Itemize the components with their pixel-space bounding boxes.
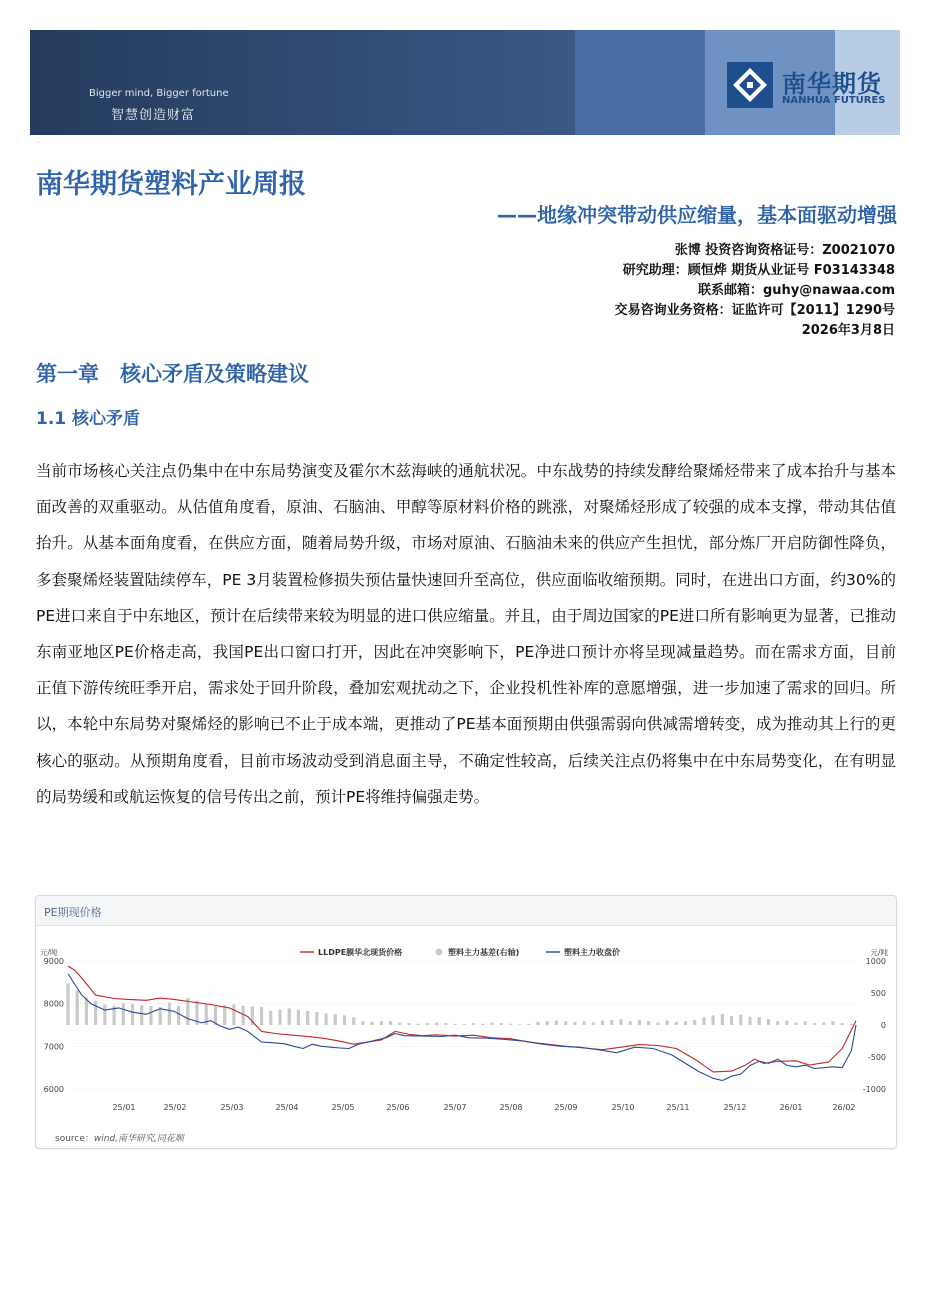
x-tick-label: 25/03 bbox=[220, 1103, 244, 1112]
header-banner bbox=[30, 30, 900, 135]
x-tick-label: 25/08 bbox=[499, 1103, 523, 1112]
report-title: 南华期货塑料产业周报 bbox=[36, 169, 306, 200]
basis-bar bbox=[822, 1022, 825, 1025]
basis-bar bbox=[583, 1021, 586, 1025]
basis-bar bbox=[619, 1019, 622, 1025]
report-date: 2026年3月8日 bbox=[801, 323, 895, 338]
basis-bar bbox=[297, 1010, 300, 1025]
y-tick-label-right: 500 bbox=[870, 989, 886, 998]
y-tick-label-left: 8000 bbox=[43, 999, 64, 1009]
basis-bar bbox=[684, 1021, 687, 1025]
chapter-heading: 第一章 核心矛盾及策略建议 bbox=[36, 362, 309, 386]
basis-bar bbox=[463, 1024, 466, 1025]
basis-bar bbox=[232, 1005, 235, 1025]
basis-bar bbox=[481, 1024, 484, 1025]
basis-bar bbox=[573, 1022, 576, 1025]
pe-price-chart bbox=[36, 926, 894, 1126]
basis-bar bbox=[592, 1022, 595, 1025]
basis-bar bbox=[555, 1021, 558, 1025]
chart-header bbox=[36, 896, 896, 926]
basis-bar bbox=[140, 1005, 143, 1025]
basis-bar bbox=[76, 990, 79, 1025]
basis-bar bbox=[361, 1021, 364, 1025]
basis-bar bbox=[131, 1004, 134, 1025]
basis-bar bbox=[546, 1021, 549, 1025]
y-tick-label-left: 9000 bbox=[43, 957, 64, 966]
basis-bar bbox=[527, 1024, 530, 1025]
basis-bar bbox=[168, 1003, 171, 1025]
assistant-line: 研究助理：顾恒烨 期货从业证号 F03143348 bbox=[622, 263, 895, 278]
y-tick-label-right: 0 bbox=[880, 1021, 886, 1030]
x-tick-label: 25/09 bbox=[554, 1103, 578, 1112]
spot-price-line bbox=[68, 966, 856, 1072]
author-info bbox=[615, 241, 895, 341]
basis-bar bbox=[260, 1007, 263, 1025]
author-line: 张博 投资咨询资格证号：Z0021070 bbox=[674, 243, 895, 258]
x-tick-label: 25/02 bbox=[163, 1103, 187, 1112]
x-tick-label: 25/04 bbox=[275, 1103, 299, 1112]
basis-bar bbox=[223, 1005, 226, 1025]
basis-bar bbox=[850, 1024, 853, 1025]
x-tick-label: 25/12 bbox=[723, 1103, 747, 1112]
basis-bar bbox=[103, 1005, 106, 1025]
basis-bar bbox=[417, 1024, 420, 1025]
x-tick-label: 25/01 bbox=[112, 1103, 136, 1112]
basis-bar bbox=[518, 1024, 521, 1025]
legend-label-futures: 塑料主力收盘价 bbox=[564, 948, 620, 957]
basis-bar bbox=[601, 1021, 604, 1025]
basis-bar bbox=[278, 1010, 281, 1025]
basis-bar bbox=[831, 1021, 834, 1025]
x-tick-label: 26/01 bbox=[779, 1103, 803, 1112]
source-text: wind,南华研究,同花顺 bbox=[93, 1134, 184, 1144]
source-label: source： bbox=[55, 1134, 94, 1144]
basis-bar bbox=[472, 1023, 475, 1025]
y-tick-label-left: 6000 bbox=[43, 1085, 64, 1094]
chart-title: PE期现价格 bbox=[44, 906, 102, 919]
basis-bar bbox=[426, 1023, 429, 1025]
basis-bar bbox=[785, 1021, 788, 1025]
basis-bar bbox=[288, 1008, 291, 1025]
legend-label-spot: LLDPE膜华北现货价格 bbox=[318, 948, 403, 957]
nanhua-logo-icon bbox=[727, 62, 773, 108]
basis-bar bbox=[804, 1021, 807, 1025]
basis-bar bbox=[398, 1022, 401, 1025]
y-tick-label-left: 7000 bbox=[43, 1042, 64, 1052]
y-tick-label-right: -1000 bbox=[862, 1085, 886, 1094]
basis-bar bbox=[500, 1023, 503, 1025]
basis-bar bbox=[841, 1023, 844, 1025]
basis-bar bbox=[536, 1022, 539, 1025]
basis-bar bbox=[564, 1021, 567, 1025]
banner-panel bbox=[575, 30, 705, 135]
basis-bar bbox=[490, 1022, 493, 1025]
basis-bar bbox=[380, 1021, 383, 1025]
basis-bar bbox=[647, 1021, 650, 1025]
chart-panel bbox=[35, 895, 897, 1149]
basis-bar bbox=[675, 1022, 678, 1025]
basis-bar bbox=[693, 1020, 696, 1025]
basis-bar bbox=[656, 1022, 659, 1025]
basis-bar bbox=[94, 1001, 97, 1025]
x-tick-label: 25/07 bbox=[443, 1103, 467, 1112]
basis-bar bbox=[767, 1019, 770, 1025]
basis-bar bbox=[712, 1015, 715, 1025]
body-paragraph: 当前市场核心关注点仍集中在中东局势演变及霍尔木兹海峡的通航状况。中东战势的持续发酵给聚烯烃带来了成本抬升与基本面改善的双重驱动。从估值角度看，原油、石脑油、甲醇等原材料价格的跳涨，对聚烯烃形成了较强的成本支撑，带动其估值抬升。从基本面角度看，在供应方面，随着局势升级，市场对原油、石脑油未来的供应产生担忧，部分炼厂开启防御性降负，多套聚烯烃装置陆续停车，PE 3月装置检修损失预估量快速回升至高位，供应面临收缩预期。同时，在进出口方面，约30%的PE进口来自于中东地区，预计在后续带来较为明显的进口供应缩量。并且，由于周边国家的PE进口所有影响更为显著，已推动东南亚地区PE价格走高，我国PE出口窗口打开，因此在冲突影响下，PE净进口预计亦将呈现减量趋势。而在需求方面，目前正值下游传统旺季开启，需求处于回升阶段，叠加宏观扰动之下，企业投机性补库的意愿增强，进一步加速了需求的回归。所以，本轮中东局势对聚烯烃的影响已不止于成本端，更推动了PE基本面预期由供强需弱向供减需增转变，成为推动其上行的更核心的驱动。从预期角度看，目前市场波动受到消息面主导，不确定性较高，后续关注点仍将集中在中东局势变化，在有明显的局势缓和或航运恢复的信号传出之前，预计PE将维持偏强走势。 bbox=[36, 462, 896, 806]
y-axis-unit-right: 元/吨 bbox=[870, 948, 888, 957]
y-tick-label-right: 1000 bbox=[865, 957, 886, 966]
x-tick-label: 26/02 bbox=[832, 1103, 856, 1112]
legend-swatch-basis bbox=[436, 949, 443, 956]
section-heading: 1.1 核心矛盾 bbox=[36, 409, 141, 429]
basis-bar bbox=[813, 1023, 816, 1025]
basis-bar bbox=[269, 1011, 272, 1025]
basis-bar bbox=[66, 983, 69, 1025]
chart-source bbox=[55, 1131, 184, 1144]
bullet-dot: · bbox=[37, 139, 40, 147]
basis-bar bbox=[638, 1020, 641, 1025]
basis-bar bbox=[509, 1024, 512, 1025]
basis-bar bbox=[371, 1022, 374, 1025]
x-tick-label: 25/11 bbox=[666, 1103, 690, 1112]
basis-bar bbox=[453, 1024, 456, 1025]
basis-bar bbox=[334, 1014, 337, 1025]
x-tick-label: 25/06 bbox=[386, 1103, 410, 1112]
logo-text-cn: 南华期货 bbox=[782, 70, 882, 98]
basis-bar bbox=[444, 1023, 447, 1025]
x-tick-label: 25/10 bbox=[611, 1103, 635, 1112]
basis-bar bbox=[776, 1021, 779, 1025]
license-line: 交易咨询业务资格：证监许可【2011】1290号 bbox=[614, 303, 895, 318]
basis-bar bbox=[324, 1013, 327, 1025]
basis-bar bbox=[702, 1017, 705, 1025]
basis-bar bbox=[85, 997, 88, 1025]
y-axis-unit-left: 元/吨 bbox=[40, 948, 58, 957]
basis-bar bbox=[610, 1020, 613, 1025]
basis-bar bbox=[343, 1015, 346, 1025]
basis-bar bbox=[186, 998, 189, 1025]
basis-bar bbox=[407, 1023, 410, 1025]
slogan-chinese: 智慧创造财富 bbox=[111, 108, 196, 123]
logo-text-en: NANHUA FUTURES bbox=[782, 95, 886, 106]
basis-bar bbox=[730, 1016, 733, 1025]
basis-bar bbox=[629, 1021, 632, 1025]
slogan-english: Bigger mind, Bigger fortune bbox=[89, 88, 229, 99]
x-tick-label: 25/05 bbox=[331, 1103, 355, 1112]
basis-bar bbox=[306, 1011, 309, 1025]
basis-bar bbox=[794, 1022, 797, 1025]
report-subtitle: ——地缘冲突带动供应缩量，基本面驱动增强 bbox=[497, 203, 897, 227]
basis-bar bbox=[149, 1006, 152, 1025]
basis-bar bbox=[665, 1021, 668, 1025]
basis-bar bbox=[739, 1015, 742, 1025]
y-tick-label-right: -500 bbox=[867, 1053, 886, 1062]
basis-bar bbox=[748, 1017, 751, 1025]
basis-bar bbox=[352, 1017, 355, 1025]
basis-bar bbox=[435, 1022, 438, 1025]
email-line[interactable]: 联系邮箱：guhy@nawaa.com bbox=[698, 283, 895, 298]
basis-bar bbox=[177, 1006, 180, 1025]
basis-bar bbox=[122, 1003, 125, 1025]
futures-price-line bbox=[68, 974, 856, 1081]
basis-bar bbox=[758, 1017, 761, 1025]
legend-label-basis: 塑料主力基差(右轴) bbox=[448, 948, 520, 957]
basis-bar bbox=[721, 1014, 724, 1025]
basis-bar bbox=[389, 1021, 392, 1025]
basis-bar bbox=[315, 1012, 318, 1025]
company-logo bbox=[727, 62, 897, 110]
